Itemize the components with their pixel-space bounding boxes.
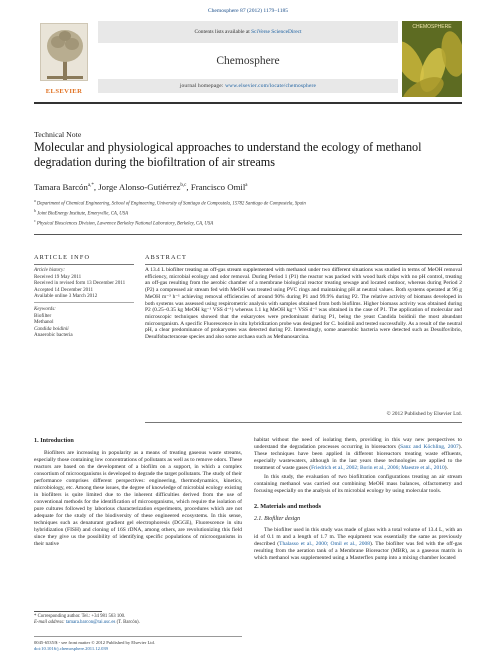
journal-reference: Chemosphere 87 (2012) 1179–1185 xyxy=(207,8,289,14)
tree-emblem-icon xyxy=(40,23,88,81)
copyright-line: © 2012 Published by Elsevier Ltd. xyxy=(386,411,462,417)
author-separator: , xyxy=(186,182,191,192)
body-paragraph: Biofilters are increasing in popularity as a means of treating gaseous waste streams, especially those containing low concentrations of pollutants as well as to remove odors. These reactors are based on the development of a biofilm on a support, in which a complex consortium of microorganisms is developed to degrade the target pollutants. The study of their performance comprises different perspectives: engineering, thermodynamics, kinetics, microbiology, etc. Among these issues, the degree of knowledge of microbial ecology existing in biofilters is quite limited due to the inherent difficulties derived from the use of conventional methods for the identification of microorganisms, which require the isolation of pure cultures followed by laborious characterization experiments, procedures which are not adequate for the study of the biodiversity of these engineered ecosystems. In this sense, techniques such as denaturant gradient gel electrophoresis (DGGE), Fluorescence in situ hybridization (FISH) and cloning of 16S rDNA, among others, are revolutionizing this field since they give us the possibility of identifying specific populations of microorganisms in their native xyxy=(34,450,242,547)
contents-prefix: Contents lists available at xyxy=(194,29,252,35)
affiliation-text: Department of Chemical Engineering, School of Engineering, University of Santiago de Compostela, 15782 Santiago de Compostela, Spain xyxy=(36,201,306,207)
article-info-divider xyxy=(34,264,134,265)
body-paragraph xyxy=(254,437,462,472)
citation-link[interactable]: Friedrich et al., 2002; Borin et al., 2006; Maestre et al., 2010 xyxy=(311,465,445,471)
keyword: Anaerobic bacteria xyxy=(34,332,73,339)
paper-title: Molecular and physiological approaches to understand the ecology of methanol degradation during the biofiltration of air streams xyxy=(34,140,422,169)
masthead-center xyxy=(98,21,398,97)
affiliation-marker: c xyxy=(34,219,36,223)
article-info-heading: ARTICLE INFO xyxy=(34,254,91,261)
body-column-right xyxy=(254,437,462,564)
email-line xyxy=(34,620,242,626)
affiliation-text: Physical Biosciences Division, Lawrence Berkeley National Laboratory, Berkeley, CA, USA xyxy=(36,221,214,227)
paragraph-text: habitat without the need of isolating them, providing in this way new perspectives to understand the degradation processes occurring in bioreactors ( xyxy=(254,437,462,450)
contents-bar xyxy=(98,21,398,43)
author-separator: , xyxy=(93,182,99,192)
sciencedirect-link[interactable]: SciVerse ScienceDirect xyxy=(251,29,302,35)
keyword-list xyxy=(34,306,134,339)
affiliation xyxy=(34,218,306,228)
issn-line: 0045-6535/$ - see front matter © 2012 Published by Elsevier Ltd. xyxy=(34,640,155,645)
abstract-divider xyxy=(145,422,462,423)
history-entry: Received in revised form 13 December 2011 xyxy=(34,280,126,287)
homepage-bar xyxy=(98,79,398,93)
history-entry: Received 19 May 2011 xyxy=(34,273,82,280)
abstract-heading: ABSTRACT xyxy=(145,254,187,261)
masthead xyxy=(34,21,462,97)
masthead-divider xyxy=(34,102,462,104)
affiliation xyxy=(34,198,306,208)
body-column-left xyxy=(34,437,242,550)
body-paragraph: In this study, the evaluation of two biofiltration configurations treating an air stream containing methanol was carried out combining MeOH mass balances, olfactometry and focusing especially on the analysis of its microbial ecology by using molecular tools. xyxy=(254,474,462,494)
section-heading: 1. Introduction xyxy=(34,437,74,444)
article-type: Technical Note xyxy=(34,130,82,139)
homepage-link[interactable]: www.elsevier.com/locate/chemosphere xyxy=(225,83,317,89)
author-affiliation-marker[interactable]: a,* xyxy=(87,183,94,189)
journal-name: Chemosphere xyxy=(216,55,280,67)
affiliation-list xyxy=(34,198,306,228)
abstract-text: A 13.4 L biofilter treating an off-gas stream supplemented with methanol under two different situations was studied in terms of MeOH removal efficiency, microbial ecology and odor removal. During Period 1 (P1) the reactor was packed with wood bark chips with no pH control, treating an off-gas resulting from the aerobic chamber of a membrane biological reactor treating sewage and located outdoor, whereas during Period 2 (P2) a compressed air stream fed with MeOH was treated using PVC rings and maintaining pH at neutral values. Both systems operated at 96 g MeOH m⁻³ h⁻¹ achieving removal efficiencies of around 90% during P1 and 99.9% during P2. The relative activity of biomass developed in both systems was assessed using respirometric analysis with samples obtained from both biofilms. Higher biomass activity was obtained during P2 (0.25–0.35 kg MeOH kg⁻¹ VSS d⁻¹) whereas 1.1 kg MeOH kg⁻¹ VSS d⁻¹ was obtained in the case of P1. The application of molecular and microscopic techniques showed that the eukaryotes were predominant during P1, being the yeast Candida boidinii the most abundant microorganism. A specific Fluorescence in situ hybridization probe was designed for C. boidinii and tested successfully. As a result of the neutral pH, a clear predominance of prokaryotes was detected during P2. Interestingly, some anaerobic bacteria were detected such as Desulfovibrio, Desulfobacteraceae species and also some archaea such as Methanosarcina. xyxy=(145,267,462,341)
affiliation-marker: b xyxy=(34,209,36,213)
cover-label: CHEMOSPHERE xyxy=(412,24,452,30)
abstract-divider xyxy=(145,264,462,265)
paragraph-text: ). The biofilter was fed with the off-gas resulting from the aeration tank of a Membrane Bioreactor (MBR), as a gaseous matrix in which methanol was supplemented using a Masterflex pump into a mixing chamber located xyxy=(254,541,463,561)
subsection-heading: 2.1. Biofilter design xyxy=(254,516,301,522)
front-matter-divider xyxy=(34,636,242,637)
footnote-divider xyxy=(34,611,102,612)
email-link[interactable]: tamara.barcon@rai.usc.es xyxy=(65,620,116,625)
keyword: Biofilter xyxy=(34,312,52,319)
doi-link[interactable]: doi:10.1016/j.chemosphere.2011.12.039 xyxy=(34,646,108,651)
paragraph-text: The biofilter used in this study was made of glass with a total volume of 13.4 L, with an id of 0.1 m and a length of 1.7 m. The equipment was essentially the same as previously described ( xyxy=(254,527,462,547)
keyword: Candida boidinii xyxy=(34,325,69,332)
article-info-divider xyxy=(34,302,134,303)
author-affiliation-marker[interactable]: b,c xyxy=(180,183,187,189)
elsevier-logo xyxy=(34,21,94,97)
section-heading: 2. Materials and methods xyxy=(254,503,322,510)
email-label: E-mail address: xyxy=(34,620,66,625)
footnote xyxy=(34,614,242,626)
journal-cover-image xyxy=(402,21,462,97)
homepage-prefix: journal homepage: xyxy=(179,83,226,89)
article-history xyxy=(34,267,134,300)
author-name: Tamara Barcón xyxy=(34,182,88,192)
front-matter xyxy=(34,640,242,652)
history-entry: Accepted 14 December 2011 xyxy=(34,286,94,293)
paragraph-text: ). These techniques have been applied in different bioreactors treating waste effluents, especially wastewaters, although in the last years these technologies are applied to the treatment of waste gases ( xyxy=(254,444,462,471)
history-label: Article history: xyxy=(34,267,65,273)
history-entry: Available online 3 March 2012 xyxy=(34,293,98,300)
affiliation-marker: a xyxy=(34,199,36,203)
affiliation-text: Joint BioEnergy Institute, Emeryville, CA, USA xyxy=(37,211,129,217)
author-list xyxy=(34,182,248,192)
citation-link[interactable]: Sanz and Köchling, 2007 xyxy=(400,444,459,450)
body-paragraph xyxy=(254,527,462,562)
elsevier-wordmark: ELSEVIER xyxy=(45,88,83,95)
citation-link[interactable]: Thalasso et al., 2000; Omil et al., 2008 xyxy=(279,541,370,547)
keywords-label: Keywords: xyxy=(34,306,56,312)
corresponding-author-note: * Corresponding author. Tel.: +34 981 563 100. xyxy=(34,614,126,619)
email-suffix: (T. Barcón). xyxy=(115,620,140,625)
keyword: Methanol xyxy=(34,319,54,326)
author-name: Francisco Omil xyxy=(190,182,246,192)
author-affiliation-marker[interactable]: a xyxy=(245,183,248,189)
affiliation xyxy=(34,208,306,218)
paragraph-text: ). xyxy=(444,465,448,471)
author-name: Jorge Alonso-Gutiérrez xyxy=(98,182,181,192)
header-divider xyxy=(34,234,462,235)
